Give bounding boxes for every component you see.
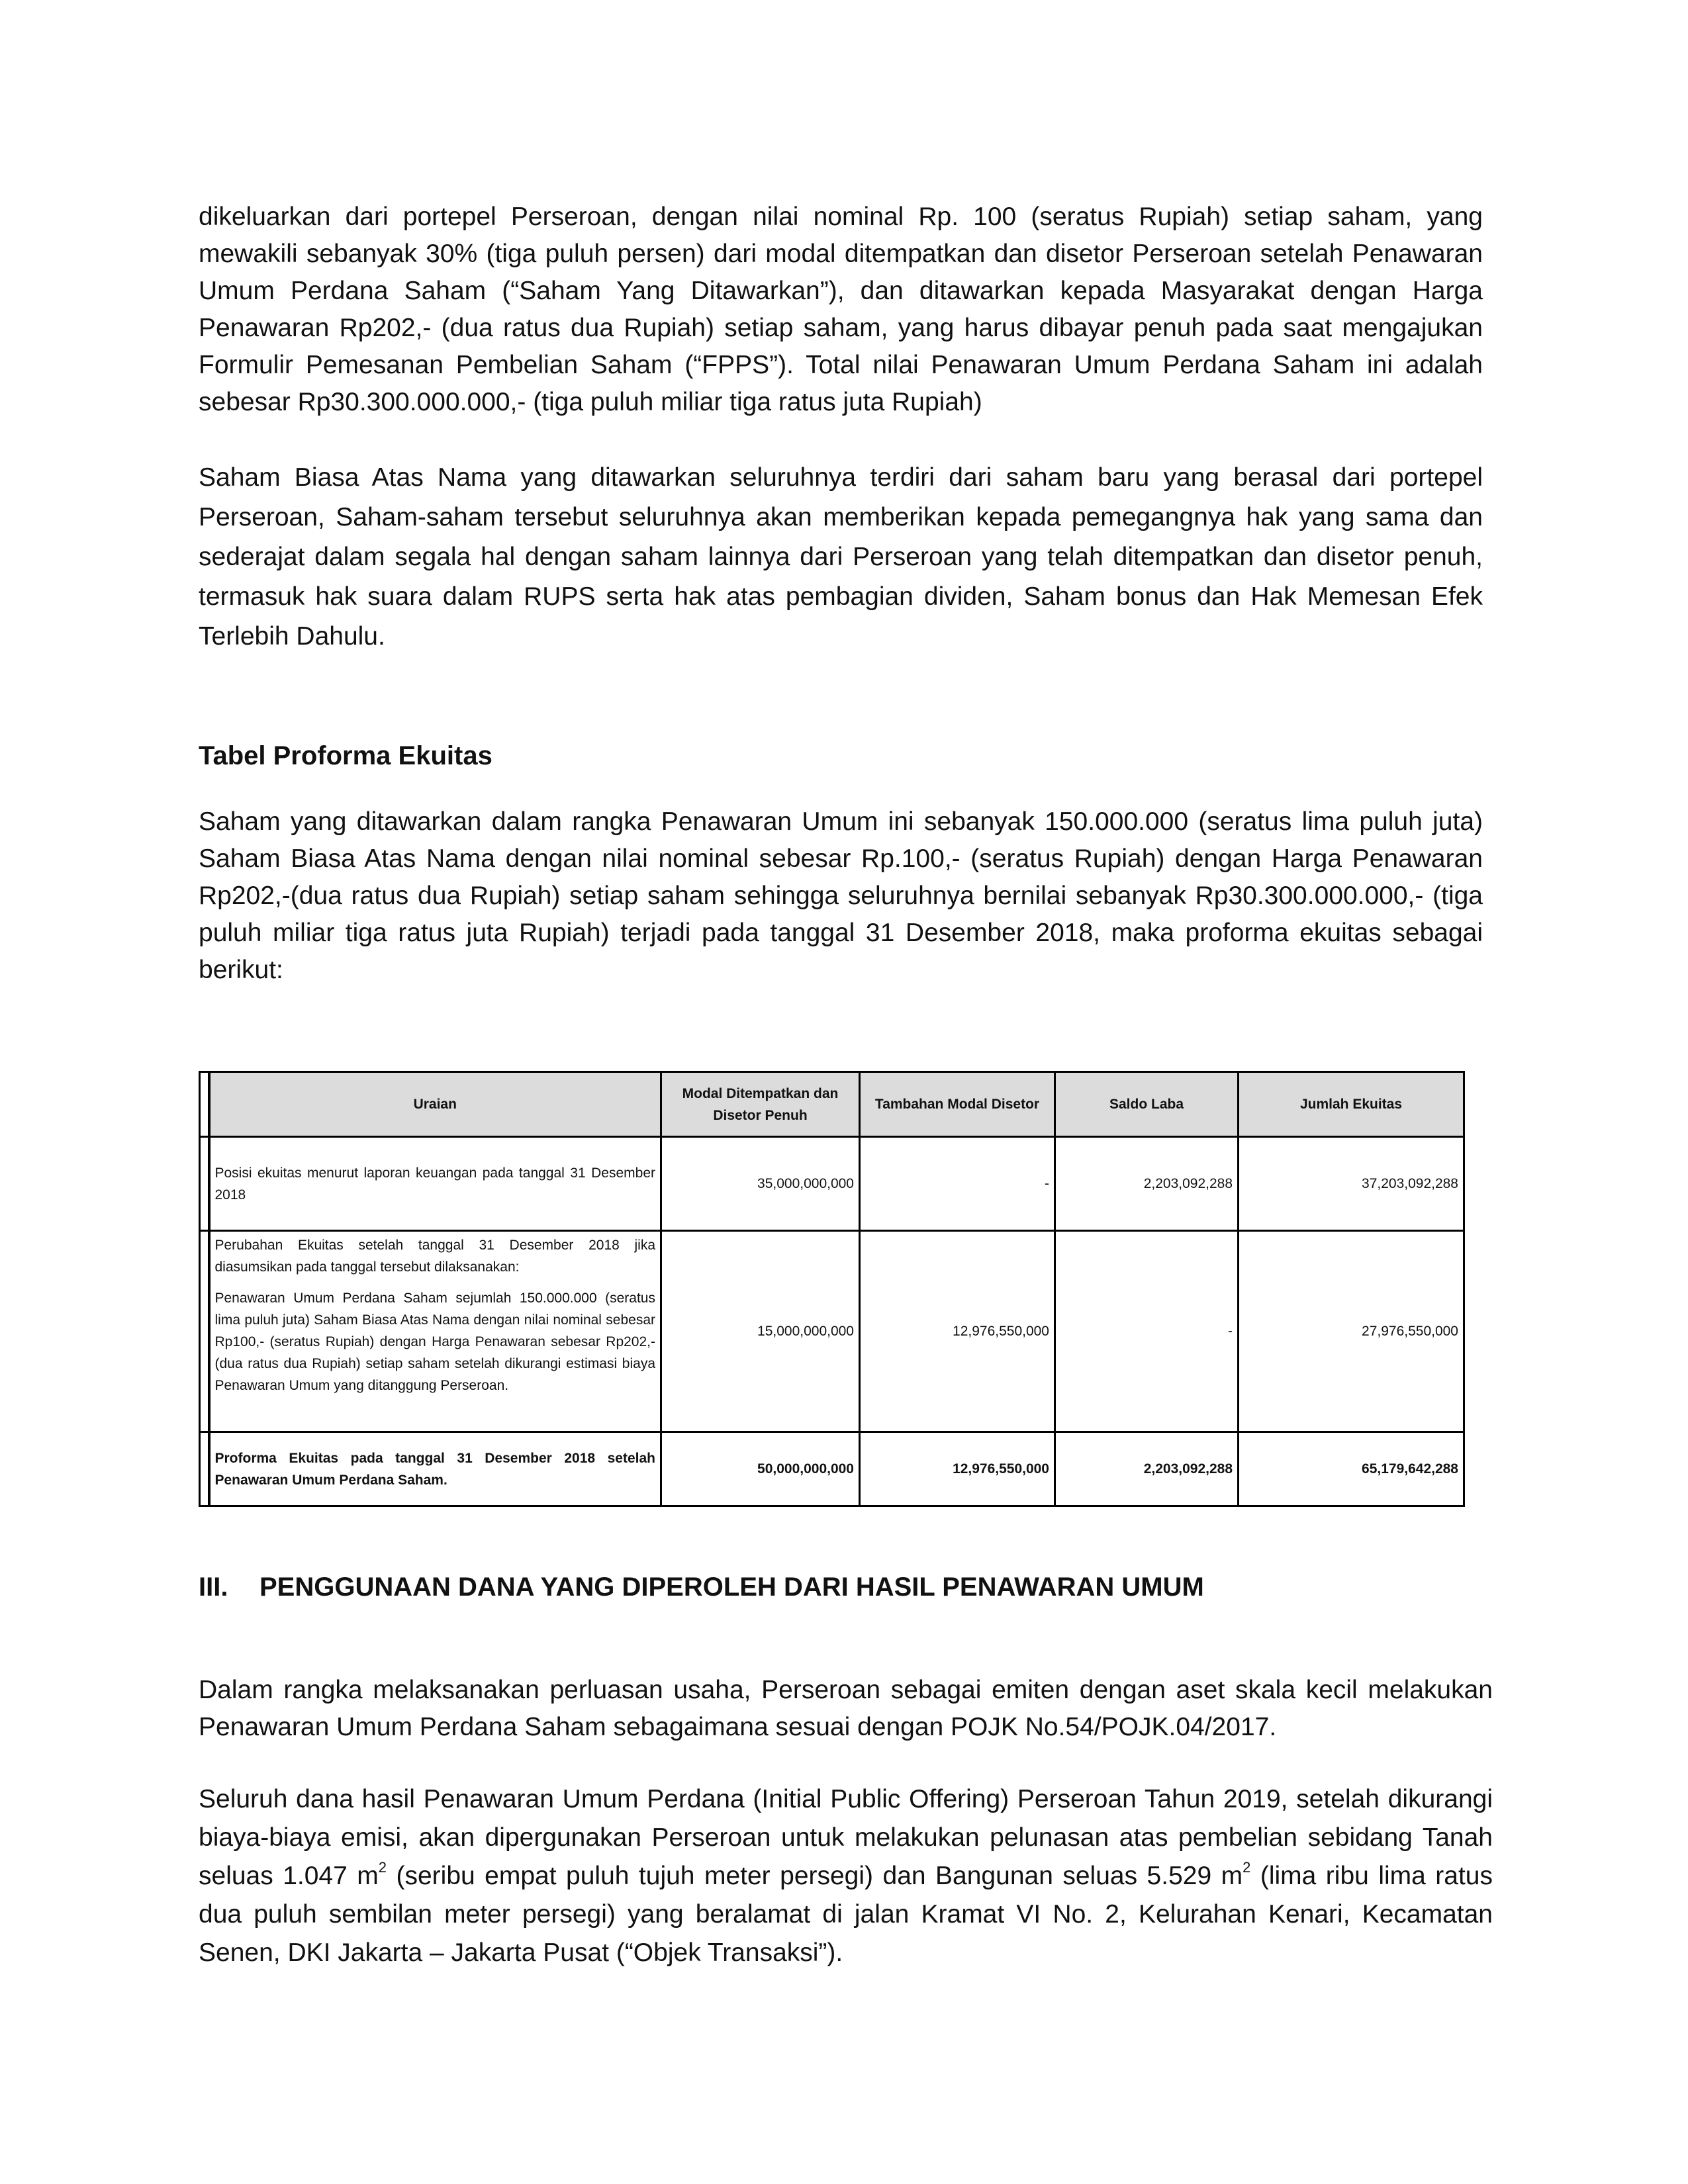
table-row [200, 1231, 1464, 1432]
row3-jumlah: 65,179,642,288 [1239, 1432, 1464, 1506]
header-modal: Modal Ditempatkan dan Disetor Penuh [661, 1072, 860, 1137]
header-saldo: Saldo Laba [1055, 1072, 1239, 1137]
row2-desc-intro: Perubahan Ekuitas setelah tanggal 31 Desember 2018 jika diasumsikan pada tanggal tersebut dilaksanakan: [214, 1238, 655, 1275]
table-title: Tabel Proforma Ekuitas [199, 741, 492, 770]
row1-desc: Posisi ekuitas menurut laporan keuangan pada tanggal 31 Desember 2018 [209, 1137, 661, 1231]
row2-tambahan: 12,976,550,000 [860, 1231, 1055, 1432]
proforma-intro-paragraph: Saham yang ditawarkan dalam rangka Penawaran Umum ini sebanyak 150.000.000 (seratus lima puluh juta) Saham Biasa Atas Nama dengan nilai nominal sebesar Rp.100,- (seratus Rupiah) dengan Harga Penawaran Rp202,-(dua ratus dua Rupiah) setiap saham sehingga seluruhnya bernilai sebanyak Rp30.300.000.000,- (tiga puluh miliar tiga ratus juta Rupiah) terjadi pada tanggal 31 Desember 2018, maka proforma ekuitas sebagai berikut: [199, 807, 1483, 984]
expansion-paragraph: Dalam rangka melaksanakan perluasan usaha, Perseroan sebagai emiten dengan aset skala kecil melakukan Penawaran Umum Perdana Saham sebagaimana sesuai dengan POJK No.54/POJK.04/2017. [199, 1676, 1493, 1741]
table-left-gutter [200, 1072, 209, 1137]
row3-modal: 50,000,000,000 [661, 1432, 860, 1506]
share-rights-paragraph: Saham Biasa Atas Nama yang ditawarkan seluruhnya terdiri dari saham baru yang berasal dari portepel Perseroan, Saham-saham tersebut seluruhnya akan memberikan kepada pemegangnya hak yang sama dan sederajat dalam segala hal dengan saham lainnya dari Perseroan yang telah ditempatkan dan disetor penuh, termasuk hak suara dalam RUPS serta hak atas pembagian dividen, Saham bonus dan Hak Memesan Efek Terlebih Dahulu. [199, 463, 1483, 651]
use-of-funds-paragraph: Seluruh dana hasil Penawaran Umum Perdana (Initial Public Offering) Perseroan Tahun 2019, setelah dikurangi biaya-biaya emisi, akan dipergunakan Perseroan untuk melakukan pelunasan atas pembelian sebidang Tanah seluas 1.047 $m^2$ (seribu empat puluh tujuh meter persegi) dan Bangunan seluas 5.529 $m^2$ (lima ribu lima ratus dua puluh sembilan meter persegi) yang beralamat di jalan Kramat VI No. 2, Kelurahan Kenari, Kecamatan Senen, DKI Jakarta – Jakarta Pusat (“Objek Transaksi”). [199, 1785, 1493, 1967]
offering-paragraph: dikeluarkan dari portepel Perseroan, dengan nilai nominal Rp. 100 (seratus Rupiah) setiap saham, yang mewakili sebanyak 30% (tiga puluh persen) dari modal ditempatkan dan disetor Perseroan setelah Penawaran Umum Perdana Saham (“Saham Yang Ditawarkan”), dan ditawarkan kepada Masyarakat dengan Harga Penawaran Rp202,- (dua ratus dua Rupiah) setiap saham, yang harus dibayar penuh pada saat mengajukan Formulir Pemesanan Pembelian Saham (“FPPS”). Total nilai Penawaran Umum Perdana Saham ini adalah sebesar Rp30.300.000.000,- (tiga puluh miliar tiga ratus juta Rupiah) [199, 203, 1483, 416]
header-uraian: Uraian [209, 1072, 661, 1137]
row1-tambahan: - [860, 1137, 1055, 1231]
section-number: III. [199, 1572, 228, 1602]
row3-saldo: 2,203,092,288 [1055, 1432, 1239, 1506]
document-page [199, 0, 1493, 2184]
row2-desc [209, 1231, 661, 1432]
header-jumlah: Jumlah Ekuitas [1239, 1072, 1464, 1137]
row2-modal: 15,000,000,000 [661, 1231, 860, 1432]
table-row [200, 1137, 1464, 1231]
table-header-row [200, 1072, 1464, 1137]
row1-saldo: 2,203,092,288 [1055, 1137, 1239, 1231]
proforma-equity-table [199, 1071, 1463, 1507]
row1-jumlah: 37,203,092,288 [1239, 1137, 1464, 1231]
row2-jumlah: 27,976,550,000 [1239, 1231, 1464, 1432]
section-title: PENGGUNAAN DANA YANG DIPEROLEH DARI HASIL PENAWARAN UMUM [259, 1572, 1204, 1602]
row3-tambahan: 12,976,550,000 [860, 1432, 1055, 1506]
table-row [200, 1432, 1464, 1506]
row2-desc-detail: Penawaran Umum Perdana Saham sejumlah 150.000.000 (seratus lima puluh juta) Saham Biasa Atas Nama dengan nilai nominal sebesar Rp100,- (seratus Rupiah) dengan Harga Penawaran sebesar Rp202,- (dua ratus dua Rupiah) setiap saham setelah dikurangi estimasi biaya Penawaran Umum yang ditanggung Perseroan. [214, 1291, 655, 1393]
row3-desc: Proforma Ekuitas pada tanggal 31 Desember 2018 setelah Penawaran Umum Perdana Saham. [209, 1432, 661, 1506]
section-heading [199, 1572, 1204, 1602]
header-tambahan: Tambahan Modal Disetor [860, 1072, 1055, 1137]
row2-saldo: - [1055, 1231, 1239, 1432]
row1-modal: 35,000,000,000 [661, 1137, 860, 1231]
